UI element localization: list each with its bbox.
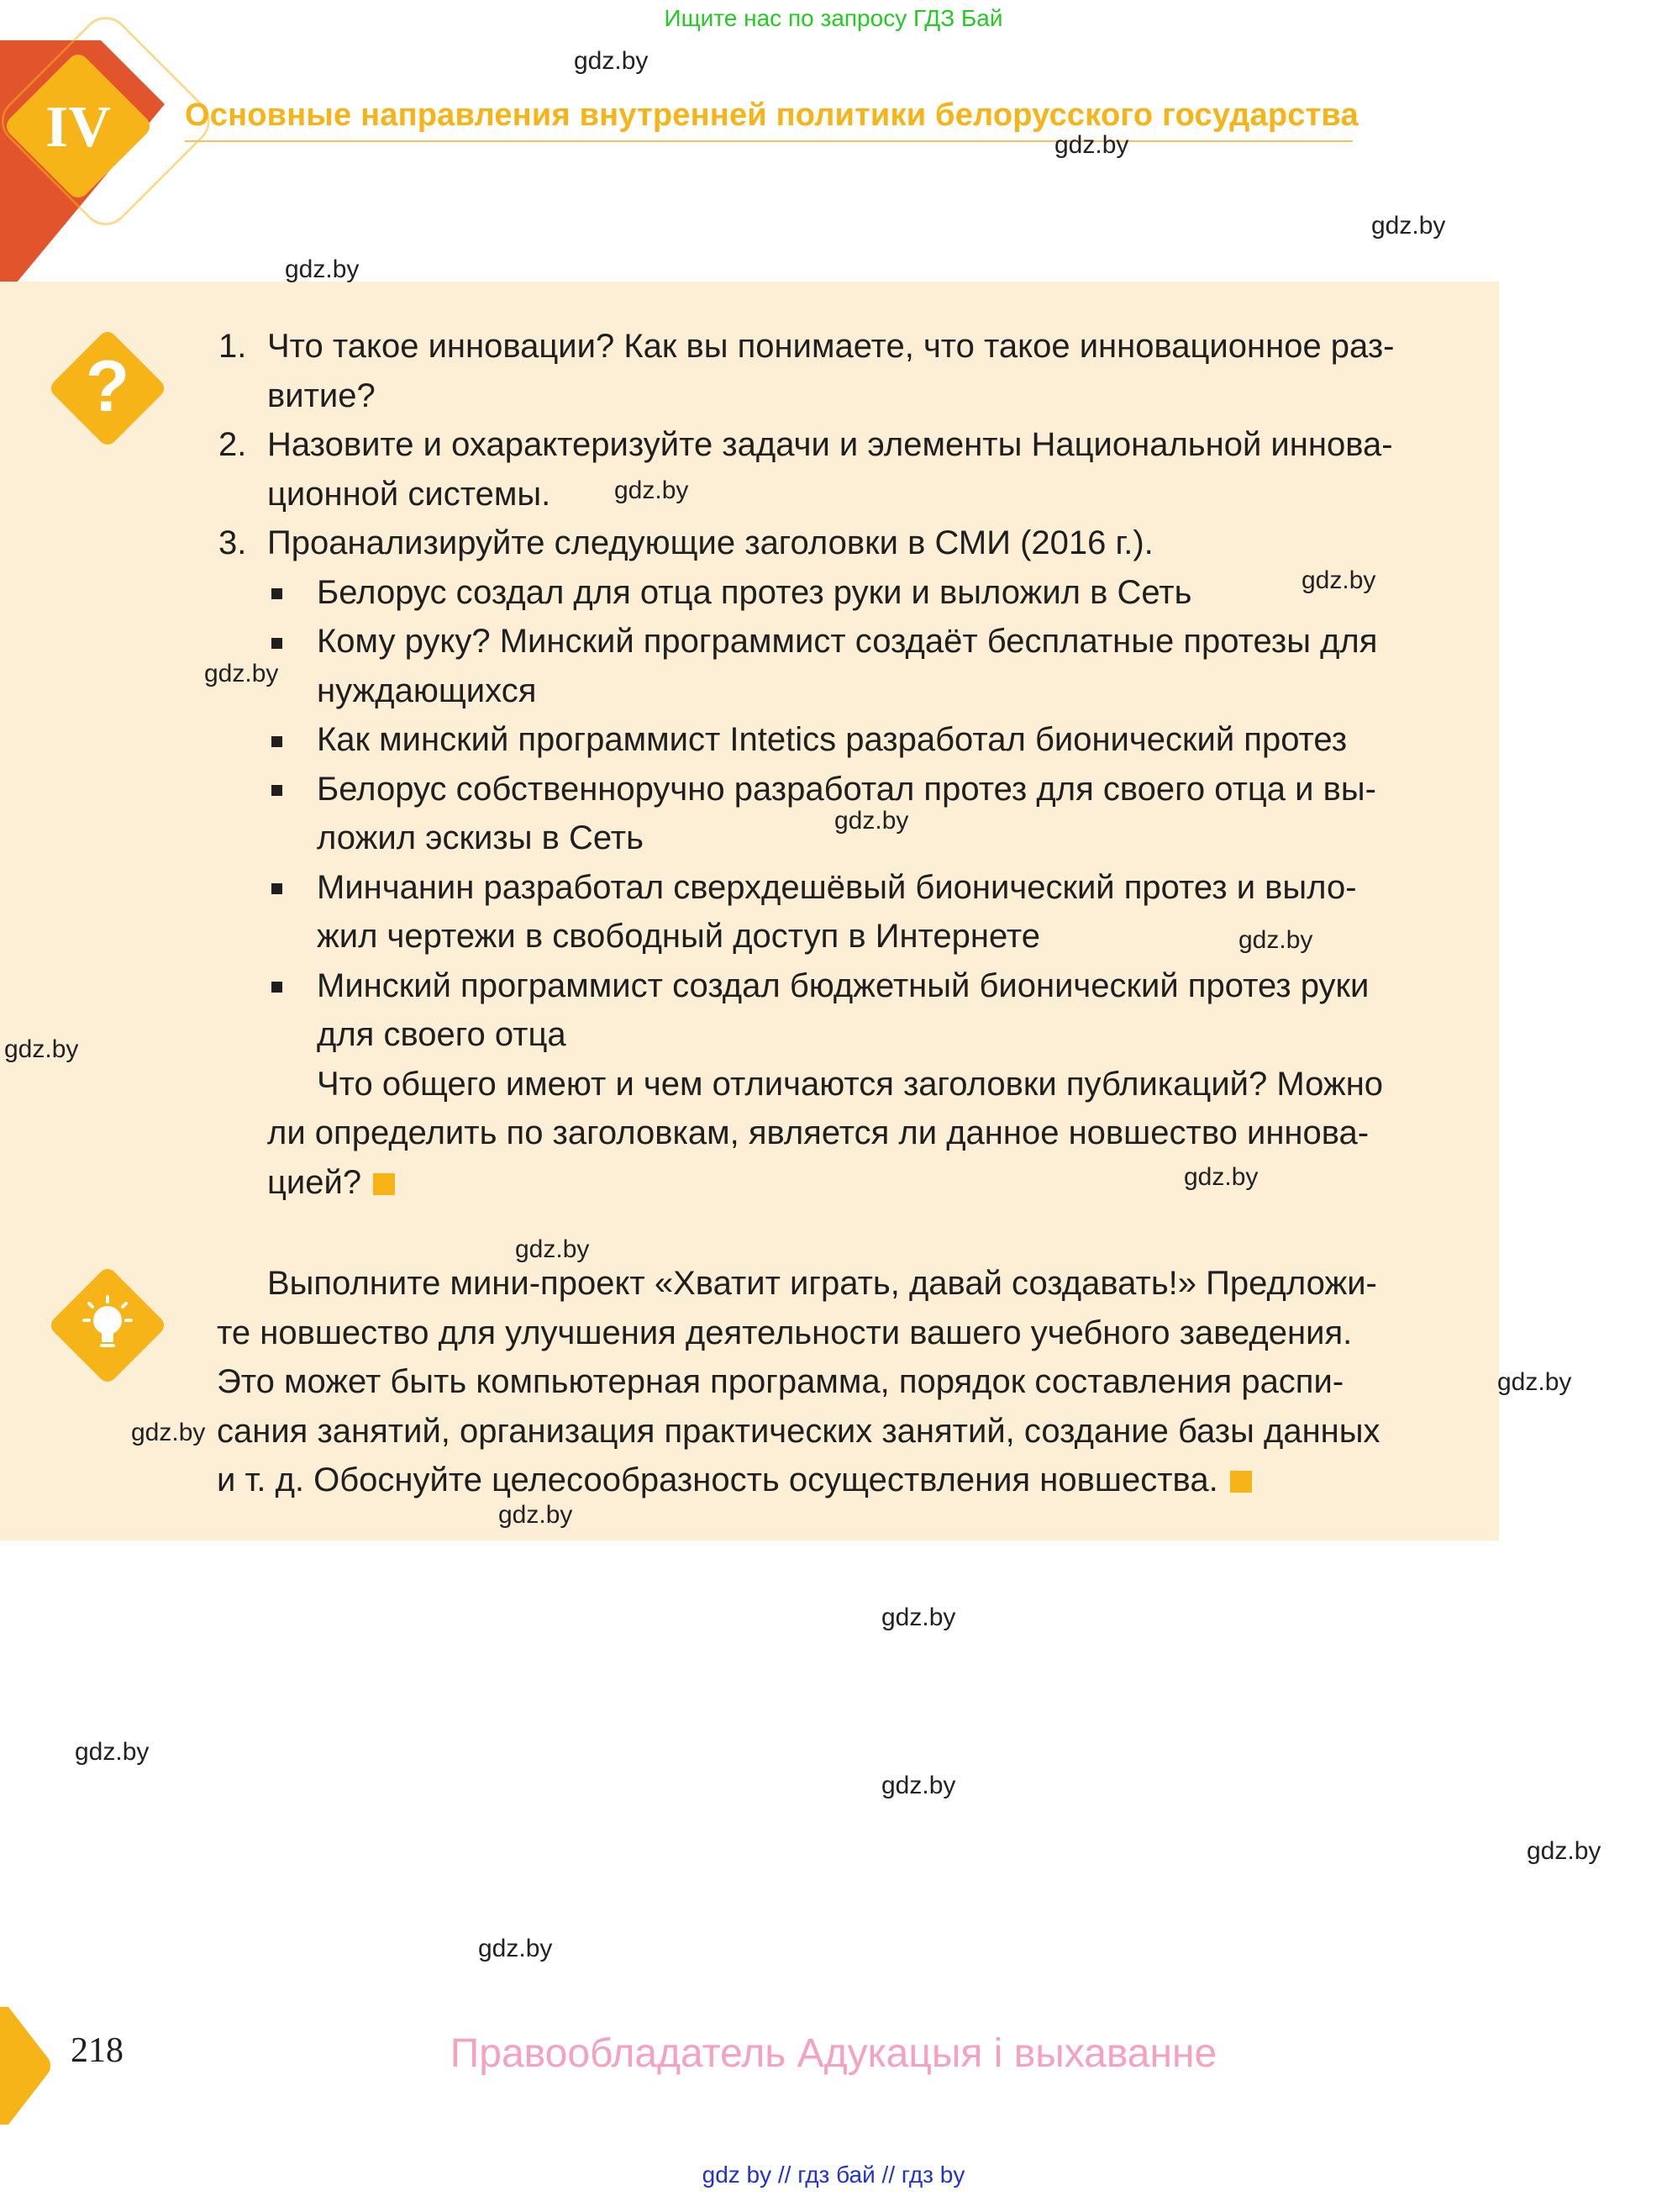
question-2-line-1: Назовите и охарактеризуйте задачи и элементы Национальной иннова-	[267, 426, 1393, 463]
final-question-line-1: Что общего имеют и чем отличаются заголовки публикаций? Можно	[317, 1065, 1384, 1103]
project-line-2: те новшество для улучшения деятельности вашего учебного заведения.	[217, 1314, 1353, 1351]
watermark: gdz.by	[498, 1501, 573, 1529]
watermark: gdz.by	[834, 807, 909, 835]
lightbulb-badge	[47, 1265, 168, 1386]
headline-2-line-1: Кому руку? Минский программист создаёт бесплатные протезы для	[317, 623, 1378, 660]
watermark: gdz.by	[1371, 212, 1446, 240]
headline-6-line-1: Минский программист создал бюджетный бионический протез руки	[317, 966, 1370, 1004]
running-header-title: Основные направления внутренней политики белорусского государства	[185, 97, 1359, 133]
rights-holder: Правообладатель Адукацыя і выхаванне	[450, 2031, 1217, 2076]
question-number-3: 3.	[218, 524, 247, 561]
watermark: gdz.by	[285, 255, 360, 283]
watermark: gdz.by	[1302, 566, 1376, 594]
watermark: gdz.by	[75, 1738, 150, 1766]
watermark: gdz.by	[4, 1035, 79, 1063]
headline-5-line-2: жил чертежи в свободный доступ в Интернете	[317, 918, 1041, 955]
bullet-5	[271, 883, 282, 894]
headline-5-line-1: Минчанин разработал сверхдешёвый бионический протез и выло-	[317, 868, 1357, 906]
headline-1-line-1: Белорус создал для отца протез руки и выложил в Сеть	[317, 573, 1192, 611]
question-number-2: 2.	[218, 426, 247, 463]
question-mark-icon: ?	[85, 346, 130, 427]
watermark: gdz.by	[478, 1935, 553, 1962]
bullet-1	[271, 588, 282, 599]
page-number: 218	[71, 2031, 124, 2070]
question-3-line-1: Проанализируйте следующие заголовки в СМИ (2016 г.).	[267, 524, 1154, 561]
headline-6-line-2: для своего отца	[317, 1016, 566, 1053]
headline-4-line-2: ложил эскизы в Сеть	[317, 819, 644, 856]
bullet-3	[271, 736, 282, 747]
watermark: gdz.by	[1238, 926, 1313, 954]
end-marker-icon	[1230, 1471, 1252, 1493]
watermark: gdz.by	[515, 1235, 590, 1263]
bottom-links[interactable]: gdz by // гдз бай // гдз by	[702, 2162, 965, 2188]
project-line-4: сания занятий, организация практических занятий, создание базы данных	[217, 1412, 1380, 1450]
headline-3-line-1: Как минский программист Intetics разработал бионический протез	[317, 721, 1348, 758]
watermark: gdz.by	[614, 477, 689, 504]
project-line-1: Выполните мини-проект «Хватит играть, давай создавать!» Предложи-	[267, 1265, 1377, 1302]
question-2-line-2: ционной системы.	[267, 475, 551, 513]
final-question-text: цией?	[267, 1163, 362, 1201]
question-number-1: 1.	[218, 328, 247, 365]
headline-4-line-1: Белорус собственноручно разработал протез для своего отца и вы-	[317, 770, 1376, 808]
headline-2-line-2: нуждающихся	[317, 672, 537, 709]
watermark: gdz.by	[204, 660, 279, 687]
final-question-line-2: ли определить по заголовкам, является ли данное новшество иннова-	[267, 1114, 1370, 1151]
watermark: gdz.by	[131, 1419, 206, 1446]
question-1-line-2: витие?	[267, 377, 376, 414]
top-banner: Ищите нас по запросу ГДЗ Бай	[664, 5, 1003, 31]
watermark: gdz.by	[881, 1772, 956, 1799]
bullet-4	[271, 785, 282, 796]
bullet-6	[271, 982, 282, 993]
project-line-5-text: и т. д. Обоснуйте целесообразность осуществления новшества.	[217, 1462, 1218, 1498]
header-rule	[185, 140, 1353, 142]
watermark: gdz.by	[1054, 131, 1129, 159]
watermark: gdz.by	[881, 1604, 956, 1631]
watermark: gdz.by	[574, 47, 649, 75]
watermark: gdz.by	[1184, 1163, 1259, 1191]
watermark: gdz.by	[1527, 1837, 1601, 1865]
bullet-2	[271, 638, 282, 649]
final-question-line-3	[267, 1158, 395, 1208]
chapter-numeral: IV	[45, 95, 111, 160]
watermark: gdz.by	[1497, 1368, 1572, 1396]
project-line-5	[217, 1456, 1252, 1505]
project-line-3: Это может быть компьютерная программа, порядок составления распи-	[217, 1363, 1344, 1400]
question-1-line-1: Что такое инновации? Как вы понимаете, что такое инновационное раз-	[267, 328, 1395, 365]
end-marker-icon	[373, 1173, 395, 1195]
